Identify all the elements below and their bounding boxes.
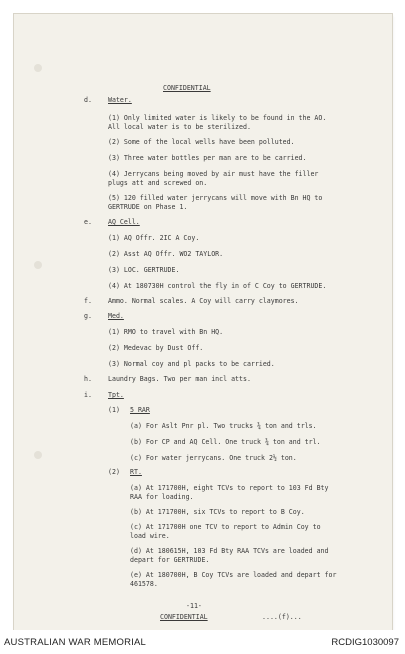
text-line: Laundry Bags. Two per man incl atts. <box>108 375 251 383</box>
text-line: Tpt. <box>108 391 124 399</box>
document-body <box>14 14 392 630</box>
text-line: (d) At 180615H, 103 Fd Bty RAA TCVs are loaded and <box>130 547 329 555</box>
text-line: h. <box>84 375 92 383</box>
text-line: (b) For CP and AQ Cell. One truck ¾ ton and trl. <box>130 438 321 446</box>
text-line: (2) Asst AQ Offr. WO2 TAYLOR. <box>108 250 224 258</box>
text-line: i. <box>84 391 92 399</box>
text-line: (b) At 171700H, six TCVs to report to B Coy. <box>130 508 305 516</box>
archive-name: AUSTRALIAN WAR MEMORIAL <box>4 637 147 648</box>
text-line: (3) LOC. GERTRUDE. <box>108 266 180 274</box>
text-line: d. <box>84 96 92 104</box>
text-line: (2) <box>108 468 120 476</box>
text-line: f. <box>84 297 92 305</box>
text-line: RAA for loading. <box>130 493 194 501</box>
text-line: (2) Some of the local wells have been polluted. <box>108 138 295 146</box>
text-line: load wire. <box>130 532 170 540</box>
archive-footer <box>0 630 405 654</box>
footer-marking: CONFIDENTIAL <box>160 613 208 621</box>
text-line: RT. <box>130 468 142 476</box>
text-line: (e) At 180700H, B Coy TCVs are loaded and depart for <box>130 571 337 579</box>
text-line: depart for GERTRUDE. <box>130 556 210 564</box>
text-line: (2) Medevac by Dust Off. <box>108 344 204 352</box>
text-line: plugs att and screwed on. <box>108 179 208 187</box>
text-line: 5 RAR <box>130 406 150 414</box>
text-line: (4) At 180730H control the fly in of C Coy to GERTRUDE. <box>108 282 327 290</box>
text-line: Med. <box>108 312 124 320</box>
text-line: 461578. <box>130 580 158 588</box>
text-line: (4) Jerrycans being moved by air must have the filler <box>108 170 319 178</box>
text-line: (c) At 171700H one TCV to report to Admin Coy to <box>130 523 321 531</box>
text-line: Water. <box>108 96 132 104</box>
text-line: GERTRUDE on Phase 1. <box>108 203 188 211</box>
text-line: All local water is to be sterilized. <box>108 123 251 131</box>
text-line: (3) Three water bottles per man are to be carried. <box>108 154 307 162</box>
text-line: AQ Cell. <box>108 218 140 226</box>
text-line: (a) At 171700H, eight TCVs to report to 103 Fd Bty <box>130 484 329 492</box>
text-line: (a) For Aslt Pnr pl. Two trucks ¾ ton and trls. <box>130 422 317 430</box>
document-page <box>14 14 392 630</box>
text-line: Ammo. Normal scales. A Coy will carry claymores. <box>108 297 299 305</box>
text-line: (1) AQ Offr. 2IC A Coy. <box>108 234 200 242</box>
archive-id: RCDIG1030097 <box>331 637 399 648</box>
text-line: (5) 120 filled water jerrycans will move with Bn HQ to <box>108 194 323 202</box>
text-line: (1) <box>108 406 120 414</box>
text-line: (1) RMO to travel with Bn HQ. <box>108 328 224 336</box>
text-line: g. <box>84 312 92 320</box>
text-line: (1) Only limited water is likely to be found in the AO. <box>108 114 327 122</box>
page-number: -11- <box>186 602 202 610</box>
continuation-note: ....(f)... <box>262 613 302 621</box>
text-line: (3) Normal coy and pl packs to be carried. <box>108 360 275 368</box>
header-marking: CONFIDENTIAL <box>163 84 211 92</box>
text-line: (c) For water jerrycans. One truck 2½ ton. <box>130 454 297 462</box>
text-line: e. <box>84 218 92 226</box>
